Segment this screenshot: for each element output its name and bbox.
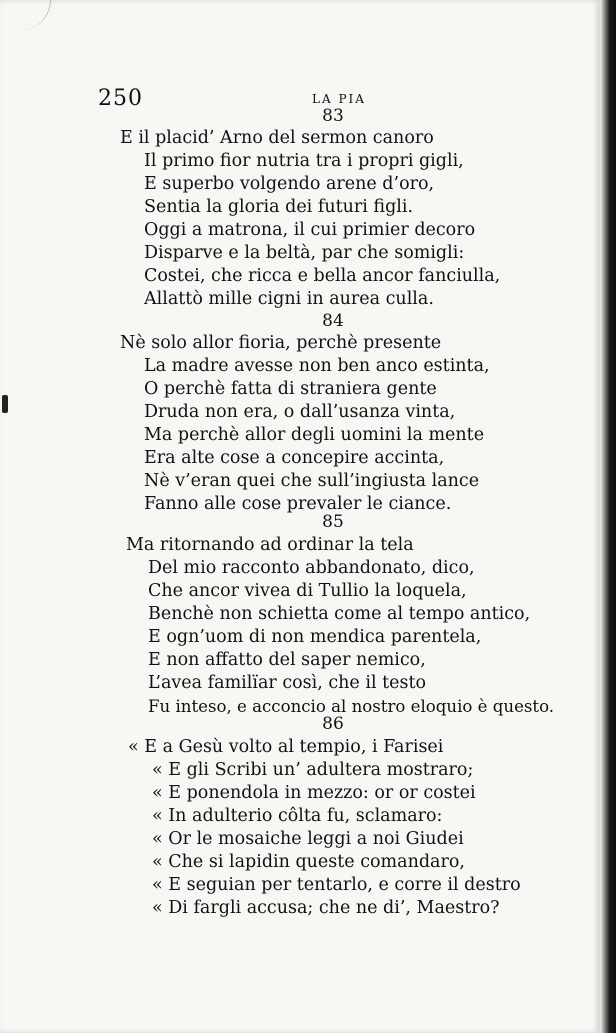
verse-line: O perchè fatta di straniera gente	[144, 379, 437, 399]
verse-line: Costei, che ricca e bella ancor fanciulla,	[144, 266, 501, 286]
verse-line: « Di fargli accusa; che ne di’, Maestro?	[152, 898, 500, 918]
verse-line: « E a Gesù volto al tempio, i Farisei	[128, 737, 444, 757]
verse-line: Benchè non schietta come al tempo antico,	[148, 604, 531, 624]
verse-line: E superbo volgendo arene d’oro,	[144, 174, 435, 194]
margin-ink-mark	[2, 395, 8, 413]
verse-line: Nè solo allor fioria, perchè presente	[120, 333, 442, 353]
verse-line: « E gli Scribi un’ adultera mostraro;	[152, 760, 474, 780]
stanza-number: 86	[322, 714, 344, 734]
running-title: LA PIA	[312, 92, 366, 106]
verse-line: Allattò mille cigni in aurea culla.	[144, 289, 434, 309]
verse-line: Che ancor vivea di Tullio la loquela,	[148, 581, 467, 601]
verse-line: E non affatto del saper nemico,	[148, 650, 426, 670]
verse-line: Nè v’eran quei che sull’ingiusta lance	[144, 471, 480, 491]
verse-line: Del mio racconto abbandonato, dico,	[148, 558, 475, 578]
verse-line: Il primo fior nutria tra i propri gigli,	[144, 151, 464, 171]
verse-line: « Or le mosaiche leggi a noi Giudei	[152, 829, 464, 849]
book-edge-shadow	[600, 0, 616, 1033]
verse-line: L’avea familïar così, che il testo	[148, 673, 427, 693]
page-number: 250	[98, 86, 143, 111]
verse-line: Ma perchè allor degli uomini la mente	[144, 425, 485, 445]
verse-line: Fu inteso, e acconcio al nostro eloquio è questo.	[148, 697, 555, 716]
verse-line: « In adulterio côlta fu, sclamaro:	[152, 806, 443, 826]
verse-line: Sentia la gloria dei futuri figli.	[144, 197, 414, 217]
verse-line: Disparve e la beltà, par che somigli:	[144, 243, 465, 263]
stanza-number: 83	[322, 106, 344, 126]
verse-line: La madre avesse non ben anco estinta,	[144, 356, 490, 376]
verse-line: Era alte cose a concepire accinta,	[144, 448, 445, 468]
verse-line: « E seguian per tentarlo, e corre il destro	[152, 875, 521, 895]
stanza-number: 85	[322, 512, 344, 532]
verse-line: E il placid’ Arno del sermon canoro	[120, 128, 434, 148]
verse-line: Oggi a matrona, il cui primier decoro	[144, 220, 476, 240]
verse-line: E ogn’uom di non mendica parentela,	[148, 627, 482, 647]
verse-line: « Che si lapidin queste comandaro,	[152, 852, 465, 872]
verse-line: « E ponendola in mezzo: or or costei	[152, 783, 476, 803]
verse-line: Fanno alle cose prevaler le ciance.	[144, 494, 452, 514]
verse-line: Ma ritornando ad ordinar la tela	[126, 535, 414, 555]
page-corner-fold	[20, 0, 51, 30]
verse-line: Druda non era, o dall’usanza vinta,	[144, 402, 456, 422]
stanza-number: 84	[322, 311, 344, 331]
